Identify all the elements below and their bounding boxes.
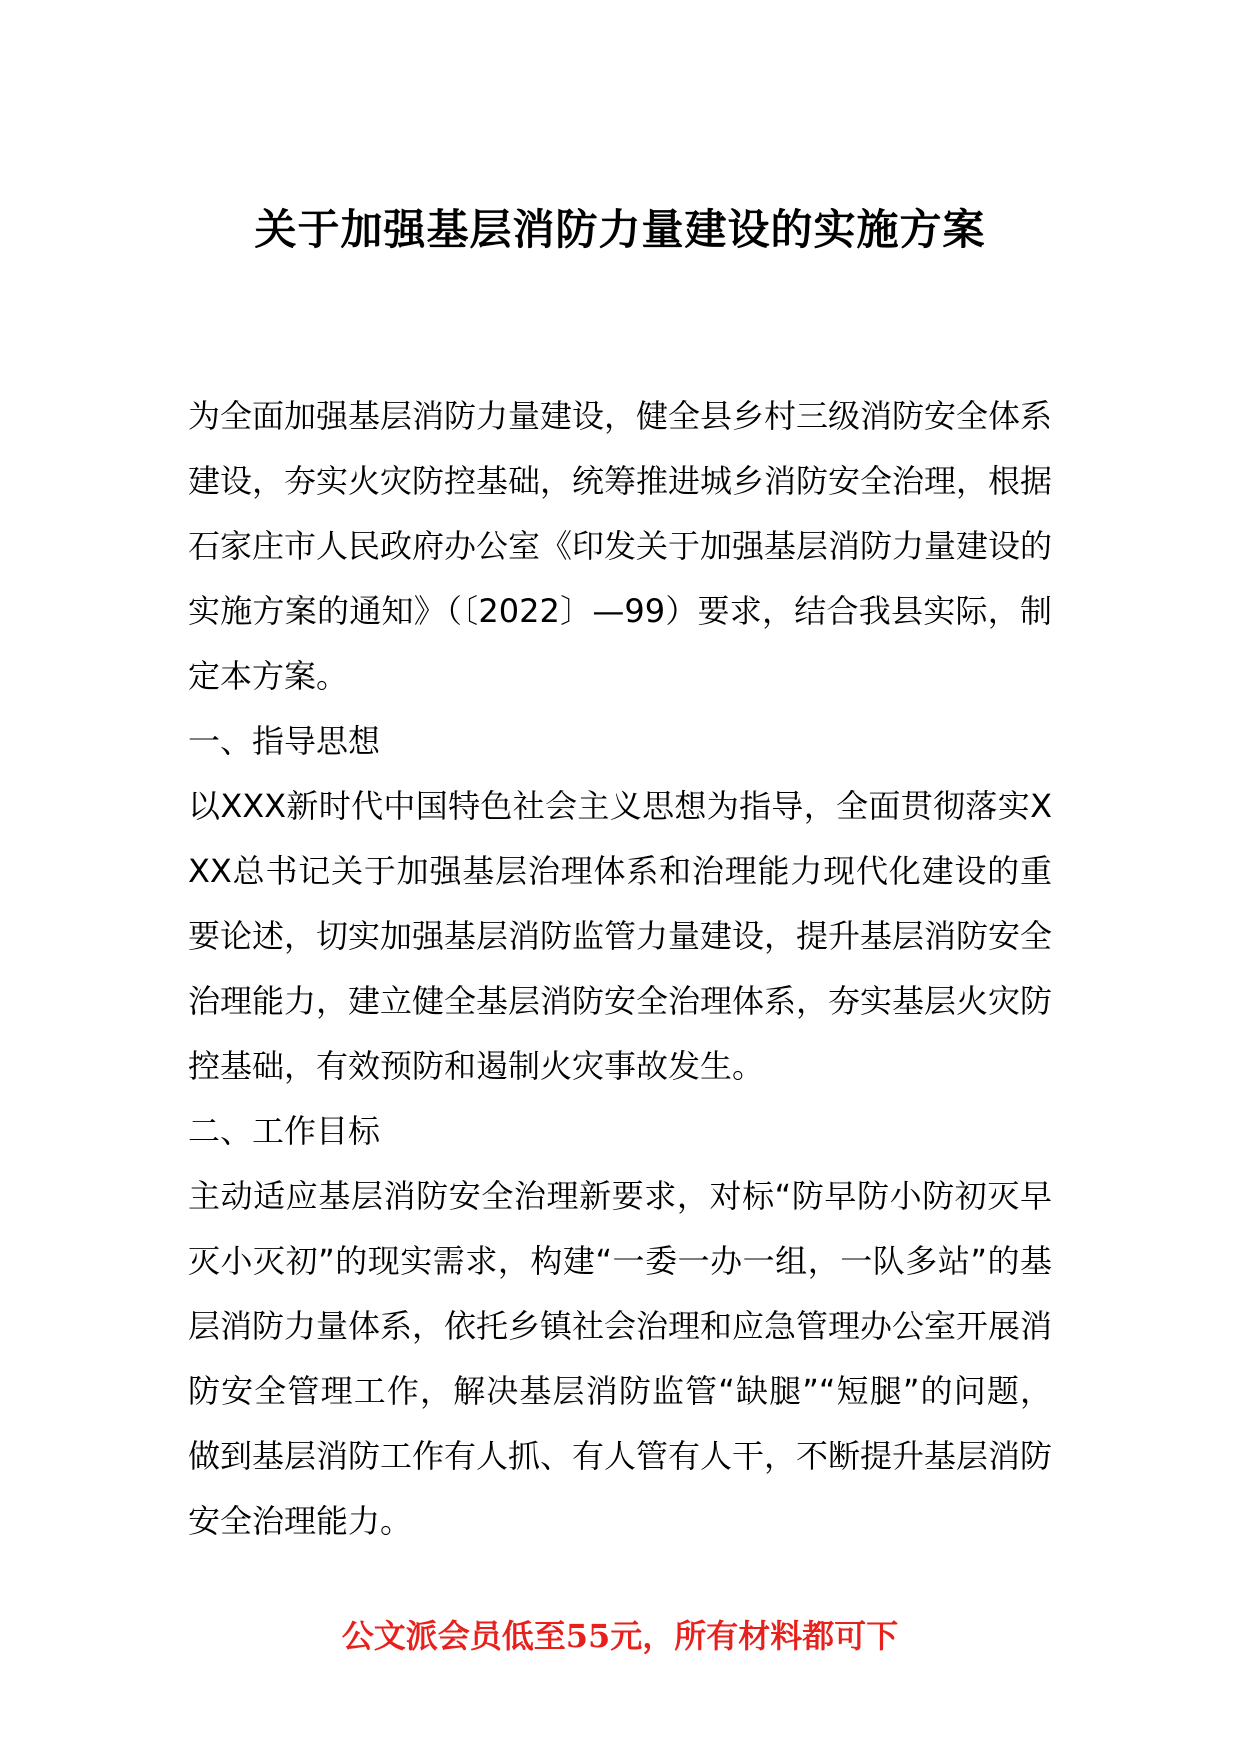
section-heading-work-goals: 二、工作目标 (188, 1112, 381, 1150)
intro-paragraph: 为全面加强基层消防力量建设，健全县乡村三级消防安全体系建设，夯实火灾防控基础，统筹推进城乡消防安全治理，根据石家庄市人民政府办公室《印发关于加强基层消防力量建设的实施方案的通知》（〔2022〕—99）要求，结合我县实际，制定本方案。 (188, 397, 1053, 695)
document-title: 关于加强基层消防力量建设的实施方案 (254, 205, 986, 254)
promo-footer-note: 公文派会员低至55元，所有材料都可下 (341, 1617, 899, 1655)
work-goals-paragraph: 主动适应基层消防安全治理新要求，对标“防早防小防初灭早灭小灭初”的现实需求，构建“一委一办一组，一队多站”的基层消防力量体系，依托乡镇社会治理和应急管理办公室开展消防安全管理工作，解决基层消防监管“缺腿”“短腿”的问题，做到基层消防工作有人抓、有人管有人干，不断提升基层消防安全治理能力。 (188, 1177, 1053, 1540)
document-body (188, 384, 1052, 1554)
section-heading-guiding-ideology: 一、指导思想 (188, 722, 381, 760)
guiding-ideology-paragraph: 以XXX新时代中国特色社会主义思想为指导，全面贯彻落实XXX总书记关于加强基层治理体系和治理能力现代化建设的重要论述，切实加强基层消防监管力量建设，提升基层消防安全治理能力，建立健全基层消防安全治理体系，夯实基层火灾防控基础，有效预防和遏制火灾事故发生。 (188, 787, 1053, 1085)
